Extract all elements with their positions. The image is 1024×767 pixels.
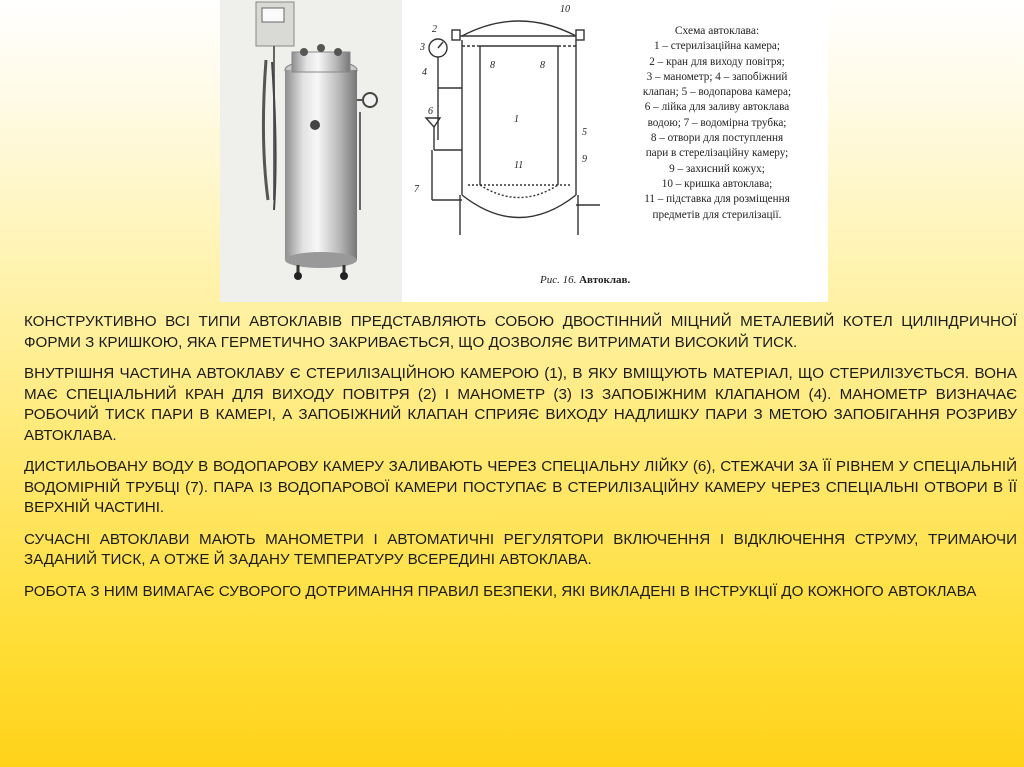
paragraph-water-filling: ДИСТИЛЬОВАНУ ВОДУ В ВОДОПАРОВУ КАМЕРУ ЗАЛИВАЮТЬ ЧЕРЕЗ СПЕЦІАЛЬНУ ЛІЙКУ (6), СТЕЖАЧИ ЗА ЇЇ РІВНЕМ У СПЕЦІАЛЬНІЙ ВОДОМІРНІЙ ТРУБЦІ (7). ПАРА ІЗ ВОДОПАРОВОЇ КАМЕРИ ПОСТУПАЄ В СТЕРИЛІЗАЦІЙНУ КАМЕРУ ЧЕРЕЗ СПЕЦІАЛЬНІ ОТВОРИ В ЇЇ ВЕРХНІЙ ЧАСТИНІ. (24, 458, 1017, 516)
autoclave-figure (220, 0, 828, 302)
paragraph-modern-autoclaves: СУЧАСНІ АВТОКЛАВИ МАЮТЬ МАНОМЕТРИ І АВТОМАТИЧНІ РЕГУЛЯТОРИ ВКЛЮЧЕННЯ І ВІДКЛЮЧЕННЯ СТРУМУ, ТРИМАЮЧИ ЗАДАНИЙ ТИСК, А ОТЖЕ Й ЗАДАНУ ТЕМПЕРАТУРУ ВСЕРЕДИНІ АВТОКЛАВА. (24, 530, 1017, 568)
caption-number: Рис. 16. (540, 274, 577, 286)
legend-line: клапан; 5 – водопарова камера; (642, 86, 792, 99)
label-8-right: 8 (540, 60, 545, 71)
caption-title: Автоклав. (579, 274, 631, 286)
label-2: 2 (432, 24, 437, 35)
legend-line: 11 – підставка для розміщення (644, 193, 790, 206)
legend-line: 9 – захисний кожух; (669, 162, 765, 175)
paragraph-inner-chamber: ВНУТРІШНЯ ЧАСТИНА АВТОКЛАВУ Є СТЕРИЛІЗАЦІЙНОЮ КАМЕРОЮ (1), В ЯКУ ВМІЩУЮТЬ МАТЕРІАЛ, ЩО СТЕРИЛІЗУЄТЬСЯ. ВОНА МАЄ СПЕЦІАЛЬНИЙ КРАН ДЛЯ ВИХОДУ ПОВІТРЯ (2) І МАНОМЕТР (3) ІЗ ЗАПОБІЖНИМ КЛАПАНОМ (4). МАНОМЕТР ВИЗНАЧАЄ РОБОЧИЙ ТИСК ПАРИ В КАМЕРІ, А ЗАПОБІЖНИЙ КЛАПАН СПРИЯЄ ВИХОДУ НАДЛИШКУ ПАРИ З МЕТОЮ ЗАПОБІГАННЯ РОЗРИВУ АВТОКЛАВА. (24, 365, 1017, 444)
figure-caption (540, 274, 680, 286)
legend-line: 6 – лійка для заливу автоклава (644, 101, 790, 114)
paragraph-construction: КОНСТРУКТИВНО ВСІ ТИПИ АВТОКЛАВІВ ПРЕДСТАВЛЯЮТЬ СОБОЮ ДВОСТІННИЙ МІЦНИЙ МЕТАЛЕВИЙ КОТЕЛ ЦИЛІНДРИЧНОЇ ФОРМИ З КРИШКОЮ, ЯКА ГЕРМЕТИЧНО ЗАКРИВАЄТЬСЯ, ЩО ДОЗВОЛЯЄ ВИТРИМАТИ ВИСОКИЙ ТИСК. (24, 313, 1017, 351)
label-10: 10 (560, 4, 570, 15)
legend-line: водою; 7 – водомірна трубка; (647, 116, 787, 129)
autoclave-schematic (410, 0, 630, 260)
legend-line: пари в стерелізаційну камеру; (645, 147, 789, 160)
label-1: 1 (514, 114, 519, 125)
legend-line: 2 – кран для виходу повітря; (649, 55, 785, 68)
legend-line: 10 – кришка автоклава; (661, 177, 773, 190)
label-11: 11 (514, 160, 524, 171)
label-9: 9 (582, 154, 587, 165)
legend-line: 3 – манометр; 4 – запобіжний (646, 70, 788, 83)
autoclave-photo (220, 0, 402, 302)
body-text (24, 312, 1017, 613)
legend-line: 1 – стерилізаційна камера; (653, 40, 781, 53)
label-3: 3 (420, 42, 425, 53)
label-7: 7 (414, 184, 419, 195)
paragraph-safety: РОБОТА З НИМ ВИМАГАЄ СУВОРОГО ДОТРИМАННЯ ПРАВИЛ БЕЗПЕКИ, ЯКІ ВИКЛАДЕНІ В ІНСТРУКЦІЇ ДО КОЖНОГО АВТОКЛАВА (24, 582, 977, 600)
label-5: 5 (582, 127, 587, 138)
legend-line: 8 – отвори для поступлення (650, 132, 784, 145)
label-4: 4 (422, 67, 427, 78)
label-8-left: 8 (490, 60, 495, 71)
label-6: 6 (428, 106, 433, 117)
legend-line: предметів для стерилізації. (652, 208, 782, 221)
schematic-legend (617, 24, 817, 223)
legend-title: Схема автоклава: (674, 25, 760, 37)
